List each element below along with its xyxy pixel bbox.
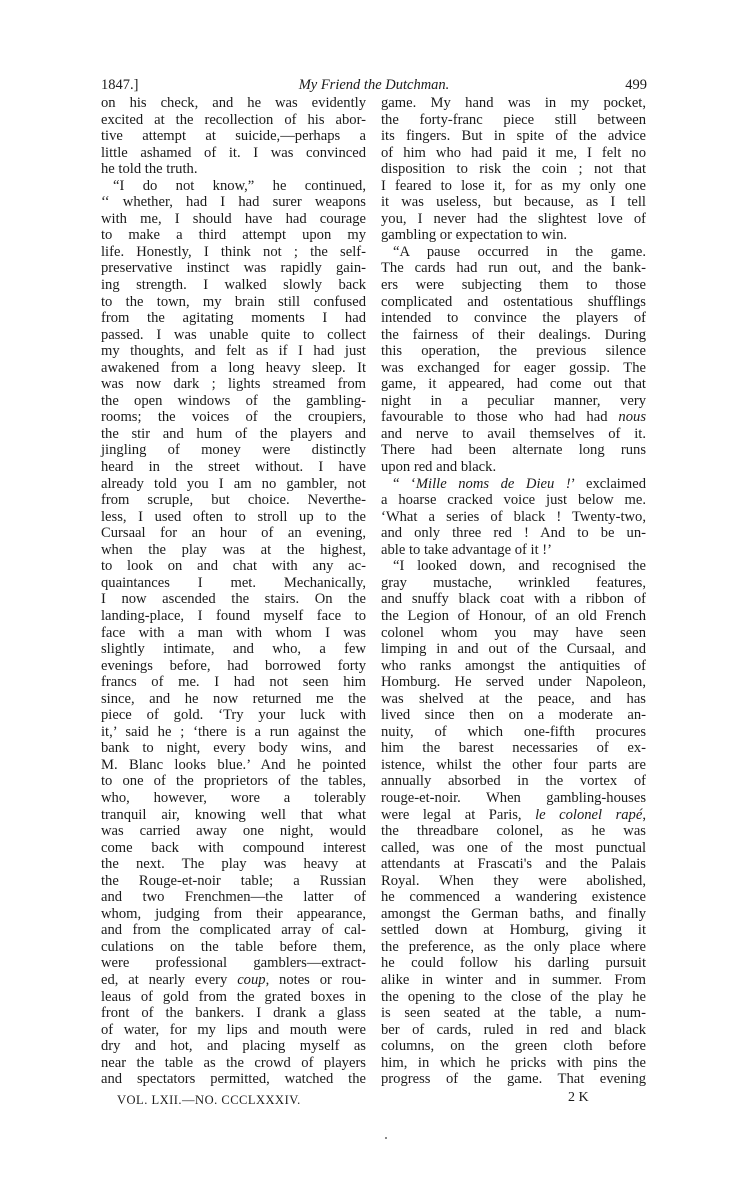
text-line: nuity, of which one-fifth procures	[381, 723, 646, 740]
text-line: and only three red ! And to be un-	[381, 525, 646, 542]
text-line: rooms; the voices of the croupiers,	[101, 409, 366, 426]
text-line: it,’ said he ; ‘there is a run against the	[101, 723, 366, 740]
text-line: landing-place, I found myself face to	[101, 607, 366, 624]
text-line: intended to convince the players of	[381, 310, 646, 327]
text-line: is seen seated at the table, a num-	[381, 1005, 646, 1022]
text-line: annually absorbed in the vortex of	[381, 773, 646, 790]
text-line: who, however, wore a tolerably	[101, 789, 366, 806]
text-line: colonel whom you may have seen	[381, 624, 646, 641]
text-line: to make a third attempt upon my	[101, 227, 366, 244]
text-line: on his check, and he was evidently	[101, 95, 366, 111]
text-line: the stir and hum of the players and	[101, 425, 366, 442]
text-line: preservative instinct was rapidly gain-	[101, 260, 366, 277]
text-line: life. Honestly, I think not ; the self-	[101, 243, 366, 260]
text-line: upon red and black.	[381, 459, 497, 476]
text-line: him the barest necessaries of ex-	[381, 740, 646, 757]
text-line: my thoughts, and felt as if I had just	[101, 343, 366, 360]
text-line: were professional gamblers—extract-	[101, 955, 366, 972]
text-line: the next. The play was heavy at	[101, 856, 366, 873]
text-line: settled down at Homburg, giving it	[381, 922, 646, 939]
text-line: columns, on the green cloth before	[381, 1038, 646, 1055]
text-line: leaus of gold from the grated boxes in	[101, 988, 366, 1005]
text-line: excited at the recollection of his abor-	[101, 111, 366, 128]
text-line: The cards had run out, and the bank-	[381, 260, 646, 277]
text-line: alike in winter and in summer. From	[381, 971, 646, 988]
text-line: “A pause occurred in the game.	[393, 243, 646, 260]
text-line: to one of the proprietors of the tables,	[101, 773, 366, 790]
text-line: francs of me. I had not seen him	[101, 674, 366, 691]
text-line: ber of cards, ruled in red and black	[381, 1021, 646, 1038]
text-line: able to take advantage of it !’	[381, 541, 552, 558]
text-line: amongst the German baths, and finally	[381, 905, 646, 922]
text-line: M. Blanc looks blue.’ And he pointed	[101, 756, 366, 773]
text-line: him, in which he pricks with pins the	[381, 1054, 646, 1071]
text-line: “I looked down, and recognised the	[393, 558, 646, 575]
text-line: were legal at Paris, le colonel rapé,	[381, 806, 646, 823]
text-line: near the table as the crowd of players	[101, 1054, 366, 1071]
text-line: face with a man with whom I was	[101, 624, 366, 641]
text-line: who ranks amongst the antiquities of	[381, 657, 646, 674]
text-line: ‘What a series of black ! Twenty-two,	[381, 508, 646, 525]
text-line: quaintances I met. Mechanically,	[101, 574, 366, 591]
text-line: when the play was at the highest,	[101, 541, 366, 558]
text-line: slightly intimate, and who, a few	[101, 641, 366, 658]
text-line: “ ‘Mille noms de Dieu !’ exclaimed	[393, 475, 646, 492]
text-line: culations on the table before them,	[101, 938, 366, 955]
signature-mark: 2 K	[568, 1090, 589, 1105]
text-line: jingling of money were distinctly	[101, 442, 366, 459]
text-line: ‘‘ whether, had I had surer weapons	[101, 194, 366, 211]
text-line: the opening to the close of the play he	[381, 988, 646, 1005]
page-number: 499	[625, 77, 647, 93]
volume-footer: VOL. LXII.—NO. CCCLXXXIV.	[117, 1093, 301, 1107]
text-line: the Rouge-et-noir table; a Russian	[101, 872, 366, 889]
text-line: you, I never had the slightest love of	[381, 210, 646, 227]
text-line: the forty-franc piece still between	[381, 111, 646, 128]
text-line: and from the complicated array of cal-	[101, 922, 366, 939]
text-line: Homburg. He served under Napoleon,	[381, 674, 646, 691]
text-line: evenings before, had borrowed forty	[101, 657, 366, 674]
text-line: ed, at nearly every coup, notes or rou-	[101, 971, 367, 988]
text-line: this operation, the previous silence	[381, 343, 646, 360]
text-line: “I do not know,” he continued,	[113, 177, 366, 194]
text-line: front of the bankers. I drank a glass	[101, 1005, 366, 1022]
text-line: lived since then on a moderate an-	[381, 707, 646, 724]
text-line: piece of gold. ‘Try your luck with	[101, 707, 366, 724]
text-line: since, and he now returned me the	[101, 690, 366, 707]
page-speck	[385, 1137, 387, 1139]
text-line: from the agitating moments I had	[101, 310, 366, 327]
text-line: little ashamed of it. I was convinced	[101, 144, 366, 161]
text-line: and two Frenchmen—the latter of	[101, 889, 366, 906]
text-line: gray mustache, wrinkled features,	[381, 574, 646, 591]
header-title: My Friend the Dutchman.	[298, 77, 450, 93]
text-line: come back with compound interest	[101, 839, 366, 856]
text-line: to look on and chat with any ac-	[101, 558, 366, 575]
text-line: already told you I am no gambler, not	[101, 475, 366, 492]
text-line: the threadbare colonel, as he was	[381, 823, 646, 840]
text-line: rouge-et-noir. When gambling-houses	[381, 789, 646, 806]
text-line: Cursaal for an hour of an evening,	[101, 525, 366, 542]
text-line: he commenced a wandering existence	[381, 889, 646, 906]
text-line: bank to night, every body wins, and	[101, 740, 366, 757]
text-line: from scruple, but choice. Neverthe-	[101, 492, 366, 509]
text-line: I now ascended the stairs. On the	[101, 591, 366, 608]
italic-phrase: coup	[237, 971, 266, 988]
text-line: passed. I was unable quite to collect	[101, 326, 366, 343]
italic-phrase: nous	[618, 409, 646, 426]
text-line: and spectators permitted, watched the	[101, 1071, 366, 1088]
text-line: ers were subjecting them to those	[381, 277, 646, 294]
text-line: whom, judging from their appearance,	[101, 905, 366, 922]
text-line: There had been alternate long runs	[381, 442, 646, 459]
text-line: less, I used often to stroll up to the	[101, 508, 366, 525]
text-line: the preference, as the only place where	[381, 938, 646, 955]
text-line: night in a peculiar manner, very	[381, 392, 646, 409]
text-line: of him who had paid it me, I felt no	[381, 144, 646, 161]
text-line: called, was one of the most punctual	[381, 839, 646, 856]
text-line: I feared to lose it, for as my only one	[381, 177, 646, 194]
text-line: and nerve to avail themselves of it.	[381, 425, 646, 442]
text-line: of water, for my lips and mouth were	[101, 1021, 366, 1038]
text-line: a hoarse cracked voice just below me.	[381, 492, 646, 509]
italic-phrase: le colonel rapé	[535, 806, 643, 823]
text-line: tive attempt at suicide,—perhaps a	[101, 128, 366, 145]
text-line: and snuffy black coat with a ribbon of	[381, 591, 646, 608]
text-line: complicated and ostentatious shufflings	[381, 293, 646, 310]
text-line: was shelved at the peace, and has	[381, 690, 646, 707]
right-column	[381, 95, 646, 1088]
text-line: with me, I should have had courage	[101, 210, 366, 227]
text-line: he told the truth.	[101, 161, 198, 178]
text-line: limping in and out of the Cursaal, and	[381, 641, 646, 658]
text-line: was carried away one night, would	[101, 823, 366, 840]
text-line: he could follow his darling pursuit	[381, 955, 646, 972]
text-line: its fingers. But in spite of the advice	[381, 128, 646, 145]
text-line: Royal. When they were abolished,	[381, 872, 646, 889]
text-line: disposition to risk the coin ; not that	[381, 161, 646, 178]
text-line: dry and hot, and placing myself as	[101, 1038, 366, 1055]
running-header	[101, 77, 647, 95]
text-line: gambling or expectation to win.	[381, 227, 568, 244]
italic-phrase: Mille noms de Dieu !	[415, 475, 571, 492]
text-line: was exchanged for eager gossip. The	[381, 359, 646, 376]
text-line: was now dark ; lights streamed from	[101, 376, 366, 393]
text-line: game. My hand was in my pocket,	[381, 95, 646, 111]
text-line: progress of the game. That evening	[381, 1071, 646, 1088]
text-line: the fairness of their dealings. During	[381, 326, 646, 343]
text-line: attendants at Frascati's and the Palais	[381, 856, 646, 873]
text-line: istence, whilst the other four parts are	[381, 756, 646, 773]
text-line: it was useless, but because, as I tell	[381, 194, 646, 211]
text-line: tranquil air, knowing well that what	[101, 806, 366, 823]
text-line: the open windows of the gambling-	[101, 392, 366, 409]
header-year: 1847.]	[101, 77, 139, 93]
text-line: awakened from a long heavy sleep. It	[101, 359, 366, 376]
text-line: ing strength. I walked slowly back	[101, 277, 366, 294]
text-line: favourable to those who had had nous	[381, 409, 646, 426]
left-column	[101, 95, 366, 1088]
text-line: the Legion of Honour, of an old French	[381, 607, 646, 624]
text-line: game, it appeared, had come out that	[381, 376, 646, 393]
text-line: to the town, my brain still confused	[101, 293, 366, 310]
text-line: heard in the street without. I have	[101, 459, 366, 476]
